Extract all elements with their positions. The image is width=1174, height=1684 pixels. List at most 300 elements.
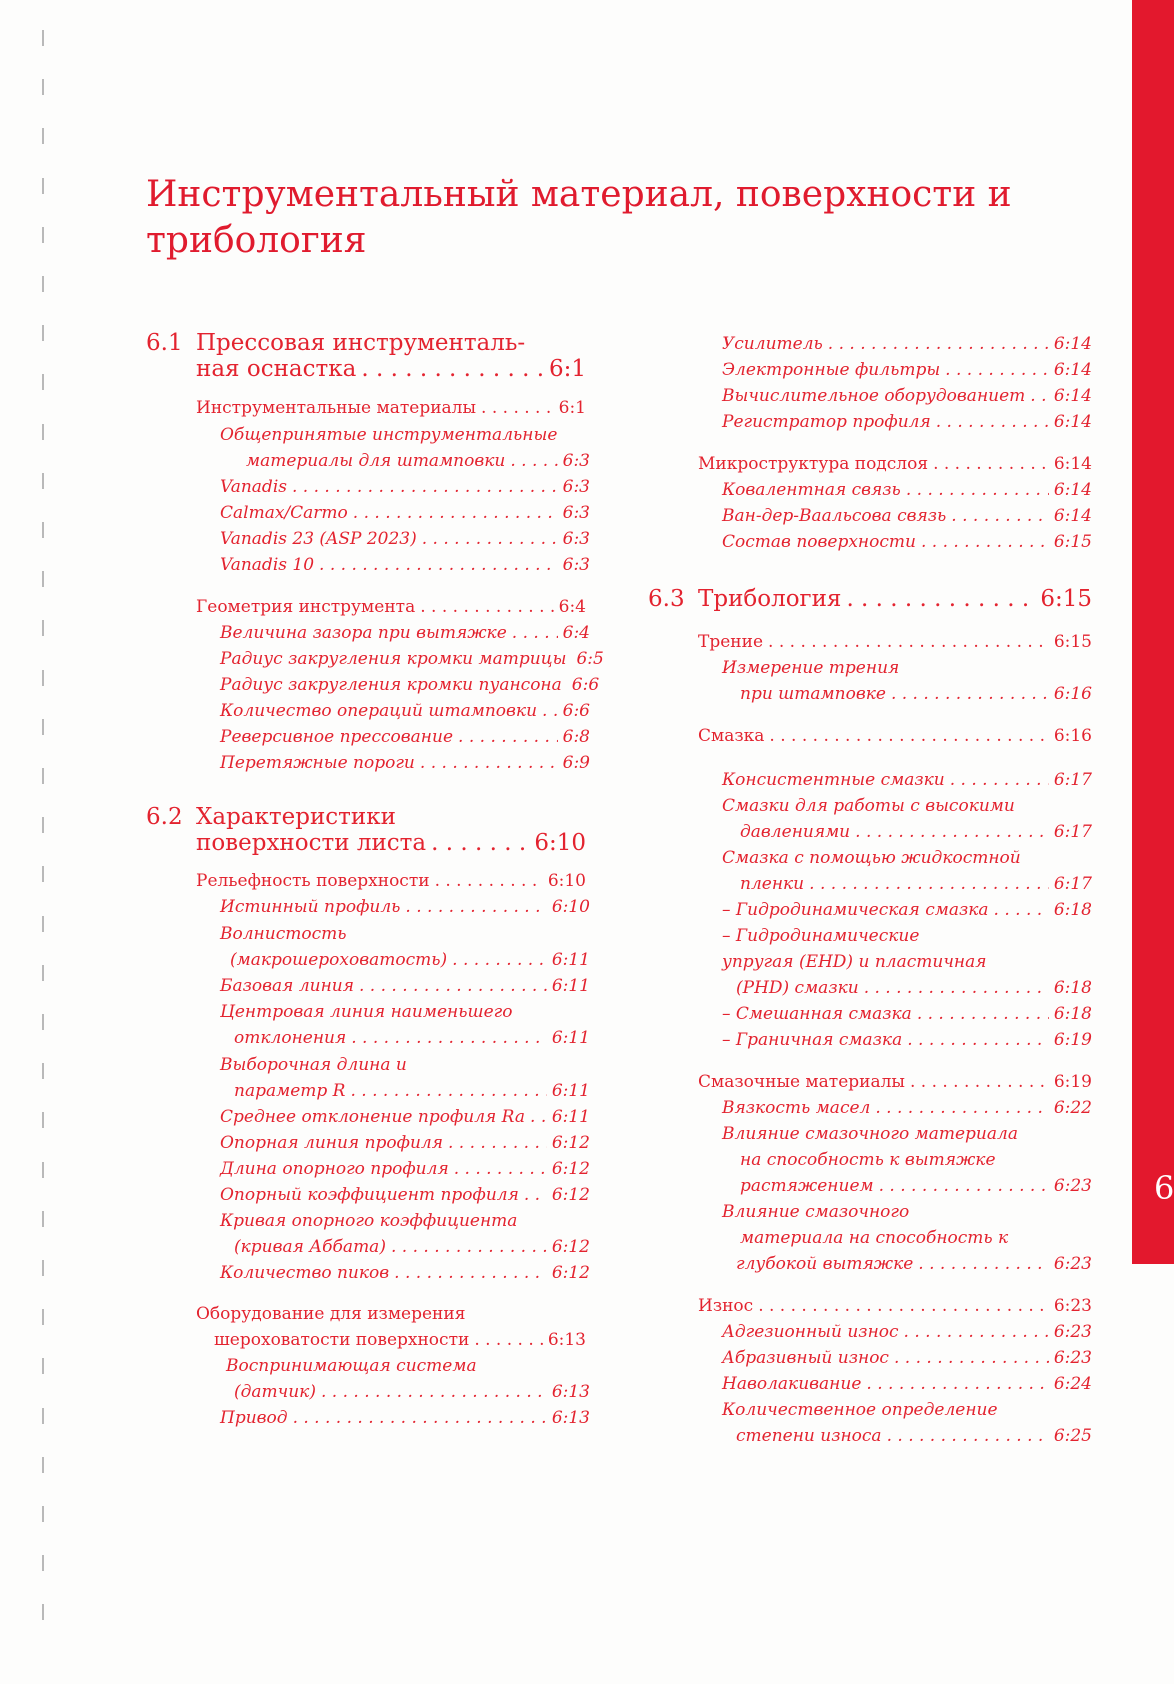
binding-mark — [32, 916, 44, 932]
dot-leader — [530, 1107, 547, 1127]
chapter-tab-number: 6 — [1154, 1169, 1174, 1207]
toc-page-number: 6:14 — [1053, 454, 1092, 474]
toc-entry-title: – Граничная смазка — [722, 1030, 903, 1050]
dot-leader — [887, 1426, 1049, 1446]
toc-page-number: 6:12 — [551, 1237, 590, 1257]
toc-entry[interactable] — [220, 1211, 590, 1231]
toc-entry-title: Радиус закругления кромки матрицы — [220, 649, 567, 669]
toc-entry[interactable] — [220, 1107, 590, 1127]
toc-entry-title: при штамповке — [740, 684, 886, 704]
binding-mark — [32, 1358, 44, 1374]
toc-entry-title: Vanadis 23 (ASP 2023) — [220, 529, 417, 549]
binding-mark — [32, 1408, 44, 1424]
toc-page-number: 6:8 — [562, 727, 590, 747]
dot-leader — [319, 555, 558, 575]
binding-mark — [32, 670, 44, 686]
toc-entry[interactable] — [722, 1374, 1092, 1394]
toc-entry-title: ная оснастка — [196, 356, 357, 382]
binding-mark — [32, 1211, 44, 1227]
toc-page-number: 6:23 — [1053, 1176, 1092, 1196]
binding-mark — [32, 522, 44, 538]
toc-entry[interactable] — [698, 726, 1092, 746]
toc-entry[interactable] — [722, 386, 1092, 406]
toc-page-number: 6:3 — [562, 451, 590, 471]
toc-entry[interactable] — [220, 623, 590, 643]
dot-leader — [361, 356, 544, 382]
binding-mark — [32, 1260, 44, 1276]
toc-entry[interactable] — [220, 1185, 590, 1205]
dot-leader — [512, 623, 558, 643]
toc-entry-title: Электронные фильтры — [722, 360, 941, 380]
toc-entry[interactable] — [740, 1176, 1092, 1196]
toc-page-number: 6:15 — [1040, 586, 1092, 612]
toc-page-number: 6:14 — [1053, 386, 1092, 406]
toc-entry-title: Регистратор профиля — [722, 412, 931, 432]
binding-mark — [32, 79, 44, 95]
dot-leader — [864, 978, 1049, 998]
section-number: 6.3 — [648, 586, 685, 612]
dot-leader — [452, 950, 547, 970]
toc-entry[interactable] — [226, 1356, 590, 1376]
toc-entry[interactable] — [220, 503, 590, 523]
dot-leader — [936, 412, 1049, 432]
toc-entry-title: Смазка — [698, 726, 765, 746]
binding-mark — [32, 817, 44, 833]
binding-mark — [32, 30, 44, 46]
dot-leader — [921, 532, 1049, 552]
toc-page-number: 6:25 — [1053, 1426, 1092, 1446]
toc-entry[interactable] — [740, 684, 1092, 704]
dot-leader — [542, 701, 558, 721]
toc-entry[interactable] — [220, 976, 590, 996]
toc-entry[interactable] — [740, 874, 1092, 894]
dot-leader — [321, 1382, 547, 1402]
dot-leader — [828, 334, 1049, 354]
toc-entry[interactable] — [722, 360, 1092, 380]
toc-entry[interactable] — [736, 978, 1092, 998]
toc-entry-title: Рельефность поверхности — [196, 871, 430, 891]
toc-page-number: 6:10 — [547, 871, 586, 891]
binding-mark — [32, 374, 44, 390]
toc-entry[interactable] — [722, 1030, 1092, 1050]
dot-leader — [351, 1028, 547, 1048]
binding-mark — [32, 768, 44, 784]
toc-entry[interactable] — [722, 1124, 1092, 1144]
toc-page-number: 6:18 — [1053, 978, 1092, 998]
dot-leader — [394, 1263, 547, 1283]
dot-leader — [894, 1348, 1049, 1368]
dot-leader — [359, 976, 547, 996]
toc-entry[interactable] — [722, 1004, 1092, 1024]
toc-page-number: 6:23 — [1053, 1296, 1092, 1316]
dot-leader — [422, 529, 558, 549]
toc-page-number: 6:18 — [1053, 900, 1092, 920]
toc-page-number: 6:12 — [551, 1133, 590, 1153]
toc-entry-title: (PHD) смазки — [736, 978, 859, 998]
toc-page-number: 6:10 — [551, 897, 590, 917]
toc-page-number: 6:17 — [1053, 874, 1092, 894]
dot-leader — [846, 586, 1035, 612]
toc-page-number: 6:13 — [547, 1330, 586, 1350]
toc-entry-title: Адгезионный износ — [722, 1322, 899, 1342]
toc-page-number: 6:11 — [551, 1028, 590, 1048]
dot-leader — [891, 684, 1049, 704]
toc-entry[interactable] — [220, 924, 590, 944]
page-title: Инструментальный материал, поверхности и трибология — [146, 174, 1012, 261]
toc-entry-title: – Гидродинамические — [722, 926, 920, 946]
toc-entry-title: Vanadis — [220, 477, 287, 497]
toc-page-number: 6:22 — [1053, 1098, 1092, 1118]
dot-leader — [293, 1408, 547, 1428]
toc-entry-title: Усилитель — [722, 334, 823, 354]
toc-entry-title: Вычислительное оборудованиет — [722, 386, 1026, 406]
toc-page-number: 6:4 — [562, 623, 590, 643]
toc-page-number: 6:14 — [1053, 412, 1092, 432]
toc-entry[interactable] — [722, 848, 1092, 868]
toc-page-number: 6:11 — [551, 976, 590, 996]
toc-entry[interactable] — [220, 649, 604, 669]
toc-entry[interactable] — [196, 597, 586, 617]
toc-entry-title: Влияние смазочного материала — [722, 1124, 1018, 1144]
toc-entry-title: Прессовая инструменталь- — [196, 330, 526, 356]
toc-page-number: 6:12 — [551, 1159, 590, 1179]
toc-entry[interactable] — [196, 830, 586, 856]
toc-entry-title: на способность к вытяжке — [740, 1150, 996, 1170]
toc-page-number: 6:9 — [562, 753, 590, 773]
toc-entry-title: Радиус закругления кромки пуансона — [220, 675, 562, 695]
toc-entry[interactable] — [220, 701, 590, 721]
toc-entry-title: Оборудование для измерения — [196, 1304, 466, 1324]
toc-entry-title: (датчик) — [234, 1382, 316, 1402]
toc-page-number: 6:3 — [562, 503, 590, 523]
toc-entry-title: глубокой вытяжке — [736, 1254, 914, 1274]
toc-entry[interactable] — [234, 1237, 590, 1257]
toc-entry[interactable] — [722, 952, 1092, 972]
toc-page-number: 6:23 — [1053, 1254, 1092, 1274]
dot-leader — [431, 830, 529, 856]
toc-entry[interactable] — [722, 926, 1092, 946]
toc-entry-title: Измерение трения — [722, 658, 900, 678]
toc-entry-title: параметр R — [234, 1081, 346, 1101]
dot-leader — [353, 503, 558, 523]
toc-entry-title: – Гидродинамическая смазка — [722, 900, 989, 920]
toc-page-number: 6:17 — [1053, 822, 1092, 842]
toc-entry[interactable] — [722, 900, 1092, 920]
toc-page-number: 6:4 — [558, 597, 586, 617]
dot-leader — [405, 897, 546, 917]
toc-entry-title: Реверсивное прессование — [220, 727, 454, 747]
toc-entry-title: Опорный коэффициент профиля — [220, 1185, 519, 1205]
toc-entry[interactable] — [698, 632, 1092, 652]
toc-page-number: 6:1 — [558, 398, 586, 418]
toc-entry[interactable] — [220, 753, 590, 773]
toc-entry[interactable] — [698, 454, 1092, 474]
toc-entry[interactable] — [196, 356, 586, 382]
chapter-tab — [1132, 0, 1174, 1264]
toc-page-number: 6:1 — [548, 356, 586, 382]
toc-entry-title: Общепринятые инструментальные — [220, 425, 558, 445]
toc-entry-title: Выборочная длина и — [220, 1055, 407, 1075]
toc-entry-title: Привод — [220, 1408, 288, 1428]
toc-entry[interactable] — [220, 1055, 590, 1075]
toc-entry[interactable] — [722, 658, 1092, 678]
binding-mark — [32, 1555, 44, 1571]
toc-page-number: 6:16 — [1053, 726, 1092, 746]
toc-entry-title: Абразивный износ — [722, 1348, 889, 1368]
binding-mark — [32, 1506, 44, 1522]
binding-mark — [32, 128, 44, 144]
dot-leader — [292, 477, 558, 497]
toc-entry-title: Опорная линия профиля — [220, 1133, 443, 1153]
binding-mark — [32, 1112, 44, 1128]
toc-entry-title: Смазка с помощью жидкостной — [722, 848, 1021, 868]
section-number: 6.1 — [146, 330, 183, 356]
toc-entry-title: Истинный профиль — [220, 897, 401, 917]
toc-page-number: 6:11 — [551, 1107, 590, 1127]
toc-entry[interactable] — [736, 1426, 1092, 1446]
binding-mark — [32, 276, 44, 292]
binding-mark — [32, 1604, 44, 1620]
toc-entry-title: Характеристики — [196, 804, 396, 830]
toc-entry-title: Количество операций штамповки — [220, 701, 538, 721]
section-number: 6.2 — [146, 804, 183, 830]
toc-entry[interactable] — [722, 334, 1092, 354]
binding-mark — [32, 965, 44, 981]
toc-entry[interactable] — [234, 1028, 590, 1048]
dot-leader — [758, 1296, 1049, 1316]
toc-entry-title: растяжением — [740, 1176, 874, 1196]
toc-entry[interactable] — [196, 804, 566, 830]
dot-leader — [350, 1081, 546, 1101]
toc-entry-title: Геометрия инструмента — [196, 597, 416, 617]
dot-leader — [809, 874, 1049, 894]
toc-page-number: 6:3 — [562, 529, 590, 549]
toc-entry-title: Вязкость масел — [722, 1098, 871, 1118]
dot-leader — [420, 597, 553, 617]
dot-leader — [907, 1030, 1049, 1050]
toc-entry[interactable] — [698, 1296, 1092, 1316]
binding-mark — [32, 473, 44, 489]
toc-entry-title: (кривая Аббата) — [234, 1237, 386, 1257]
toc-entry[interactable] — [220, 1133, 590, 1153]
toc-entry-title: Среднее отклонение профиля Ra — [220, 1107, 526, 1127]
toc-entry-title: Ван-дер-Ваальсова связь — [722, 506, 947, 526]
toc-entry-title: Воспринимающая система — [226, 1356, 477, 1376]
toc-entry[interactable] — [740, 822, 1092, 842]
toc-entry[interactable] — [220, 675, 600, 695]
dot-leader — [918, 1254, 1049, 1274]
dot-leader — [950, 770, 1049, 790]
toc-entry[interactable] — [196, 330, 566, 356]
toc-page-number: 6:14 — [1053, 334, 1092, 354]
toc-entry-title: поверхности листа — [196, 830, 427, 856]
toc-entry[interactable] — [234, 1081, 590, 1101]
toc-entry[interactable] — [220, 1263, 590, 1283]
toc-entry-title: Базовая линия — [220, 976, 354, 996]
toc-entry-title: упругая (EHD) и пластичная — [722, 952, 987, 972]
toc-entry[interactable] — [196, 871, 586, 891]
binding-mark — [32, 178, 44, 194]
dot-leader — [855, 822, 1049, 842]
toc-entry-title: пленки — [740, 874, 805, 894]
toc-page-number: 6:10 — [534, 830, 586, 856]
toc-entry-title: давлениями — [740, 822, 851, 842]
toc-entry-title: Calmax/Carmo — [220, 503, 348, 523]
toc-entry-title: (макрошероховатость) — [230, 950, 448, 970]
toc-entry[interactable] — [220, 727, 590, 747]
dot-leader — [458, 727, 558, 747]
dot-leader — [768, 632, 1049, 652]
binding-mark — [32, 1457, 44, 1473]
toc-page-number: 6:12 — [551, 1185, 590, 1205]
binding-marks — [32, 30, 48, 1610]
dot-leader — [769, 726, 1048, 746]
toc-entry[interactable] — [722, 770, 1092, 790]
toc-entry-title: Количественное определение — [722, 1400, 998, 1420]
binding-mark — [32, 719, 44, 735]
dot-leader — [875, 1098, 1048, 1118]
binding-mark — [32, 1063, 44, 1079]
binding-mark — [32, 866, 44, 882]
toc-page-number: 6:23 — [1053, 1348, 1092, 1368]
toc-entry[interactable] — [722, 1400, 1092, 1420]
dot-leader — [391, 1237, 547, 1257]
dot-leader — [481, 398, 554, 418]
toc-entry[interactable] — [722, 1322, 1092, 1342]
toc-page-number: 6:11 — [551, 1081, 590, 1101]
binding-mark — [32, 227, 44, 243]
dot-leader — [420, 753, 558, 773]
toc-page-number: 6:24 — [1053, 1374, 1092, 1394]
toc-page-number: 6:18 — [1053, 1004, 1092, 1024]
toc-page-number: 6:19 — [1053, 1030, 1092, 1050]
toc-entry[interactable] — [234, 1382, 590, 1402]
dot-leader — [994, 900, 1049, 920]
toc-entry[interactable] — [196, 1304, 586, 1324]
toc-entry[interactable] — [246, 451, 590, 471]
toc-entry-title: Ковалентная связь — [722, 480, 901, 500]
toc-entry[interactable] — [220, 555, 590, 575]
toc-page-number: 6:17 — [1053, 770, 1092, 790]
toc-entry[interactable] — [230, 950, 590, 970]
toc-entry[interactable] — [196, 398, 586, 418]
toc-entry-title: Трибология — [698, 586, 842, 612]
toc-page-number: 6:16 — [1053, 684, 1092, 704]
binding-mark — [32, 571, 44, 587]
toc-entry[interactable] — [722, 1202, 1092, 1222]
toc-entry[interactable] — [220, 1408, 590, 1428]
toc-entry-title: Количество пиков — [220, 1263, 390, 1283]
toc-entry[interactable] — [740, 1228, 1092, 1248]
toc-entry[interactable] — [736, 1254, 1092, 1274]
toc-page-number: 6:12 — [551, 1263, 590, 1283]
toc-entry-title: Волнистость — [220, 924, 347, 944]
toc-page-number: 6:14 — [1053, 480, 1092, 500]
binding-mark — [32, 325, 44, 341]
toc-entry[interactable] — [220, 425, 590, 445]
dot-leader — [448, 1133, 547, 1153]
toc-entry-title: Консистентные смазки — [722, 770, 945, 790]
toc-entry[interactable] — [698, 1072, 1092, 1092]
binding-mark — [32, 1309, 44, 1325]
toc-entry-title: Длина опорного профиля — [220, 1159, 449, 1179]
dot-leader — [933, 454, 1049, 474]
toc-entry[interactable] — [722, 532, 1092, 552]
toc-entry-title: Смазки для работы с высокими — [722, 796, 1015, 816]
toc-entry[interactable] — [722, 1348, 1092, 1368]
dot-leader — [951, 506, 1049, 526]
toc-entry[interactable] — [722, 480, 1092, 500]
toc-entry-title: Влияние смазочного — [722, 1202, 910, 1222]
toc-page-number: 6:13 — [551, 1408, 590, 1428]
toc-entry-title: степени износа — [736, 1426, 882, 1446]
toc-entry-title: Состав поверхности — [722, 532, 916, 552]
dot-leader — [917, 1004, 1049, 1024]
toc-entry-title: Износ — [698, 1296, 754, 1316]
toc-page-number: 6:6 — [571, 675, 600, 695]
toc-entry-title: Трение — [698, 632, 764, 652]
toc-entry[interactable] — [722, 796, 1092, 816]
toc-page-number: 6:23 — [1053, 1322, 1092, 1342]
toc-entry[interactable] — [220, 529, 590, 549]
dot-leader — [879, 1176, 1049, 1196]
toc-entry-title: Центровая линия наименьшего — [220, 1002, 513, 1022]
toc-entry[interactable] — [220, 1002, 590, 1022]
toc-entry[interactable] — [220, 1159, 590, 1179]
toc-entry[interactable] — [722, 412, 1092, 432]
toc-entry[interactable] — [214, 1330, 586, 1350]
toc-page-number: 6:14 — [1053, 506, 1092, 526]
binding-mark — [32, 620, 44, 636]
toc-page-number: 6:3 — [562, 555, 590, 575]
toc-entry-title: материалы для штамповки — [246, 451, 506, 471]
toc-entry-title: Наволакивание — [722, 1374, 862, 1394]
toc-page-number: 6:15 — [1053, 532, 1092, 552]
toc-entry[interactable] — [698, 586, 1092, 612]
dot-leader — [904, 1322, 1049, 1342]
toc-entry-title: Кривая опорного коэффициента — [220, 1211, 518, 1231]
toc-entry[interactable] — [740, 1150, 1092, 1170]
dot-leader — [510, 451, 557, 471]
toc-entry-title: Величина зазора при вытяжке — [220, 623, 507, 643]
binding-mark — [32, 1014, 44, 1030]
toc-entry[interactable] — [722, 1098, 1092, 1118]
dot-leader — [945, 360, 1049, 380]
binding-mark — [32, 1162, 44, 1178]
toc-entry-title: материала на способность к — [740, 1228, 1009, 1248]
toc-entry-title: Микроструктура подслоя — [698, 454, 929, 474]
toc-entry[interactable] — [220, 897, 590, 917]
toc-page-number: 6:11 — [551, 950, 590, 970]
dot-leader — [454, 1159, 547, 1179]
dot-leader — [906, 480, 1049, 500]
toc-entry-title: Vanadis 10 — [220, 555, 315, 575]
toc-page-number: 6:5 — [576, 649, 604, 669]
dot-leader — [866, 1374, 1048, 1394]
toc-page-number: 6:15 — [1053, 632, 1092, 652]
toc-page-number: 6:19 — [1053, 1072, 1092, 1092]
toc-entry-title: Смазочные материалы — [698, 1072, 905, 1092]
toc-entry-title: шероховатости поверхности — [214, 1330, 470, 1350]
toc-entry[interactable] — [722, 506, 1092, 526]
dot-leader — [910, 1072, 1049, 1092]
dot-leader — [435, 871, 543, 891]
toc-entry[interactable] — [220, 477, 590, 497]
binding-mark — [32, 424, 44, 440]
dot-leader — [474, 1330, 543, 1350]
toc-entry-title: Инструментальные материалы — [196, 398, 477, 418]
toc-page-number: 6:3 — [562, 477, 590, 497]
